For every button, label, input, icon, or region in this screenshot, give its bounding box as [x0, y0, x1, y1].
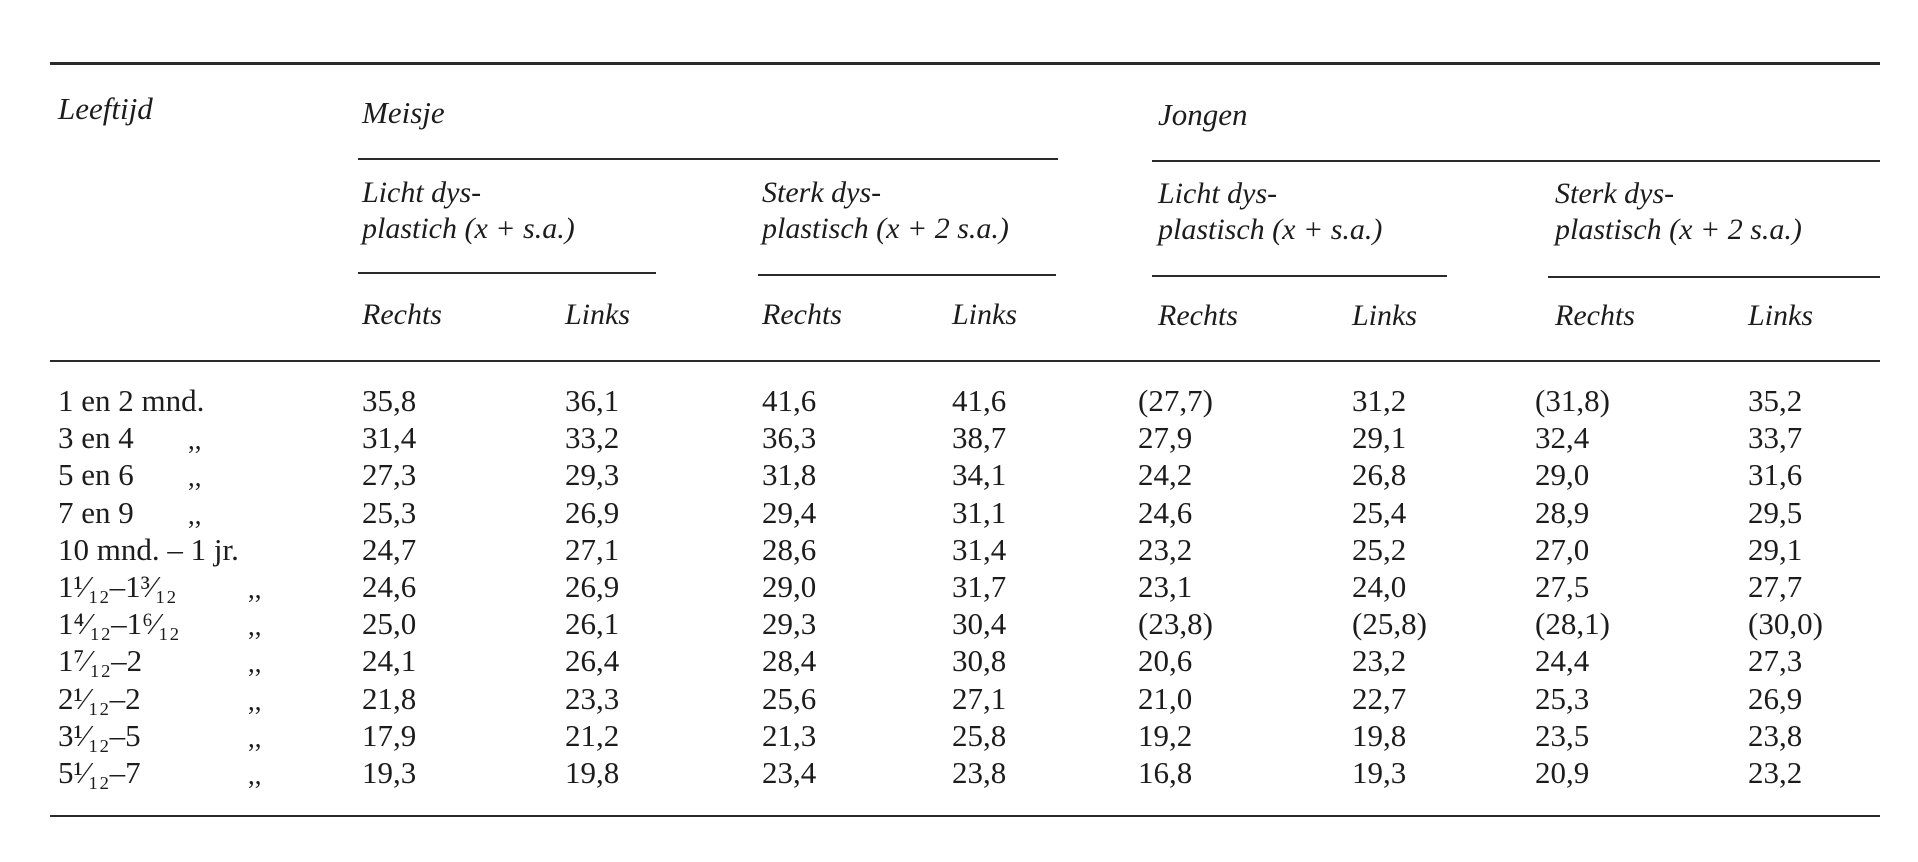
table-cell: 24,4 — [1535, 643, 1590, 679]
table-cell: 31,8 — [762, 457, 817, 493]
table-cell: 29,3 — [762, 606, 817, 642]
table-cell: 24,6 — [362, 569, 417, 604]
row-label: 5¹⁄₁₂–7 — [58, 755, 141, 790]
table-cell: 26,9 — [565, 569, 620, 604]
table-cell: 23,8 — [1748, 717, 1803, 753]
table-cell: 29,0 — [1535, 457, 1590, 493]
header-boy-light-line1: Licht dys- — [1158, 177, 1278, 210]
table-cell: 20,9 — [1535, 755, 1590, 790]
table-top-rule — [50, 62, 1880, 65]
table-cell: 24,6 — [1138, 494, 1193, 530]
table-cell: 28,4 — [762, 643, 817, 679]
table-cell: 25,4 — [1352, 494, 1407, 530]
table-cell: 23,8 — [952, 755, 1007, 790]
table-cell: 24,2 — [1138, 457, 1193, 493]
table-cell: 33,7 — [1748, 420, 1803, 456]
header-side: Links — [565, 298, 631, 331]
table-cell: 25,8 — [952, 717, 1007, 753]
table-cell: 36,3 — [762, 420, 817, 456]
table-cell: 31,4 — [362, 420, 417, 456]
table-cell: 27,3 — [362, 457, 417, 493]
table-cell: 33,2 — [565, 420, 620, 456]
table-cell: 24,0 — [1352, 569, 1407, 604]
girl-strong-rule — [758, 274, 1056, 276]
table-cell: (25,8) — [1352, 606, 1427, 642]
row-label: 7 en 9 — [58, 494, 134, 530]
table-cell: 19,8 — [565, 755, 620, 790]
table-cell: 26,8 — [1352, 457, 1407, 493]
header-girl-strong-line2: plastisch (x + 2 s.a.) — [762, 212, 1009, 245]
table-cell: 29,0 — [762, 569, 817, 604]
table-cell: 28,9 — [1535, 494, 1590, 530]
table-cell: 20,6 — [1138, 643, 1193, 679]
table-cell: 23,2 — [1352, 643, 1407, 679]
row-label: 3¹⁄₁₂–5 — [58, 717, 141, 753]
header-side: Links — [952, 298, 1018, 331]
ditto-mark: ,, — [248, 648, 262, 679]
row-label: 10 mnd. – 1 jr. — [58, 531, 239, 567]
ditto-mark: ,, — [248, 760, 262, 790]
table-header-bottom-rule — [50, 360, 1880, 362]
table-cell: 26,9 — [1748, 680, 1803, 716]
table-cell: 23,5 — [1535, 717, 1590, 753]
table-cell: 27,1 — [565, 531, 620, 567]
table-cell: 26,9 — [565, 494, 620, 530]
table-cell: 19,3 — [362, 755, 417, 790]
table-cell: 27,1 — [952, 680, 1007, 716]
table-cell: 41,6 — [952, 383, 1007, 418]
table-cell: 16,8 — [1138, 755, 1193, 790]
header-side: Links — [1352, 299, 1418, 332]
table-cell: 38,7 — [952, 420, 1007, 456]
table-cell: 25,0 — [362, 606, 417, 642]
table-cell: 41,6 — [762, 383, 817, 418]
table-cell: 30,8 — [952, 643, 1007, 679]
table-cell: 27,3 — [1748, 643, 1803, 679]
table-cell: (30,0) — [1748, 606, 1823, 642]
table-cell: 31,7 — [952, 569, 1007, 604]
table-cell: 21,8 — [362, 680, 417, 716]
table-cell: 21,3 — [762, 717, 817, 753]
header-girl: Meisje — [362, 95, 445, 130]
table-cell: (27,7) — [1138, 383, 1213, 418]
table-cell: (28,1) — [1535, 606, 1610, 642]
table-cell: 23,4 — [762, 755, 817, 790]
header-boy-strong-line2: plastisch (x + 2 s.a.) — [1555, 213, 1802, 246]
table-cell: 31,1 — [952, 494, 1007, 530]
table-cell: 27,7 — [1748, 569, 1803, 604]
header-boy-light-line2: plastisch (x + s.a.) — [1158, 213, 1383, 246]
header-side: Rechts — [1555, 299, 1635, 332]
header-age: Leeftijd — [58, 91, 153, 126]
row-label: 5 en 6 — [58, 457, 134, 493]
ditto-mark: ,, — [188, 499, 202, 530]
table-cell: 25,3 — [362, 494, 417, 530]
table-cell: 17,9 — [362, 717, 417, 753]
header-girl-light-line1: Licht dys- — [362, 176, 482, 209]
table-cell: 31,2 — [1352, 383, 1407, 418]
table-cell: 29,3 — [565, 457, 620, 493]
ditto-mark: ,, — [248, 611, 262, 642]
table-cell: 25,3 — [1535, 680, 1590, 716]
table-cell: (23,8) — [1138, 606, 1213, 642]
table-cell: 31,6 — [1748, 457, 1803, 493]
table-cell: 21,2 — [565, 717, 620, 753]
ditto-mark: ,, — [188, 425, 202, 456]
header-girl-light-line2: plastich (x + s.a.) — [362, 212, 575, 245]
girl-light-rule — [358, 272, 656, 274]
table-cell: 24,7 — [362, 531, 417, 567]
table-cell: 25,6 — [762, 680, 817, 716]
table-cell: 19,8 — [1352, 717, 1407, 753]
row-label: 2¹⁄₁₂–2 — [58, 680, 141, 716]
header-girl-strong-line1: Sterk dys- — [762, 176, 882, 209]
table-cell: 26,1 — [565, 606, 620, 642]
header-boy-strong-line1: Sterk dys- — [1555, 177, 1675, 210]
table-cell: 26,4 — [565, 643, 620, 679]
table-cell: 30,4 — [952, 606, 1007, 642]
table-cell: 22,7 — [1352, 680, 1407, 716]
table-cell: 27,5 — [1535, 569, 1590, 604]
table-cell: 23,3 — [565, 680, 620, 716]
table-cell: 29,4 — [762, 494, 817, 530]
header-side: Links — [1748, 299, 1814, 332]
table-cell: 34,1 — [952, 457, 1007, 493]
table-cell: 31,4 — [952, 531, 1007, 567]
boy-light-rule — [1152, 275, 1447, 277]
table-cell: 19,3 — [1352, 755, 1407, 790]
table-cell: 35,8 — [362, 383, 417, 418]
table-bottom-rule — [50, 815, 1880, 817]
header-side: Rechts — [1158, 299, 1238, 332]
boy-group-rule — [1152, 160, 1880, 162]
table-cell: (31,8) — [1535, 383, 1610, 418]
table-cell: 29,1 — [1352, 420, 1407, 456]
table-cell: 23,1 — [1138, 569, 1193, 604]
table-cell: 36,1 — [565, 383, 620, 418]
table-cell: 32,4 — [1535, 420, 1590, 456]
header-boy: Jongen — [1158, 97, 1248, 132]
table-cell: 27,0 — [1535, 531, 1590, 567]
table-cell: 28,6 — [762, 531, 817, 567]
row-label: 1⁴⁄₁₂–1⁶⁄₁₂ — [58, 606, 180, 642]
table-cell: 24,1 — [362, 643, 417, 679]
row-label: 1⁷⁄₁₂–2 — [58, 643, 143, 679]
table-cell: 19,2 — [1138, 717, 1193, 753]
header-side: Rechts — [762, 298, 842, 331]
table-cell: 29,1 — [1748, 531, 1803, 567]
table-cell: 27,9 — [1138, 420, 1193, 456]
table-cell: 23,2 — [1138, 531, 1193, 567]
table-cell: 29,5 — [1748, 494, 1803, 530]
table-cell: 21,0 — [1138, 680, 1193, 716]
row-label: 1 en 2 mnd. — [58, 383, 205, 418]
girl-group-rule — [358, 158, 1058, 160]
ditto-mark: ,, — [248, 574, 262, 604]
ditto-mark: ,, — [248, 685, 262, 716]
table-cell: 25,2 — [1352, 531, 1407, 567]
boy-strong-rule — [1548, 276, 1880, 278]
ditto-mark: ,, — [248, 722, 262, 753]
row-label: 3 en 4 — [58, 420, 134, 456]
ditto-mark: ,, — [188, 462, 202, 493]
table-cell: 35,2 — [1748, 383, 1803, 418]
header-side: Rechts — [362, 298, 442, 331]
table-cell: 23,2 — [1748, 755, 1803, 790]
row-label: 1¹⁄₁₂–1³⁄₁₂ — [58, 569, 177, 604]
